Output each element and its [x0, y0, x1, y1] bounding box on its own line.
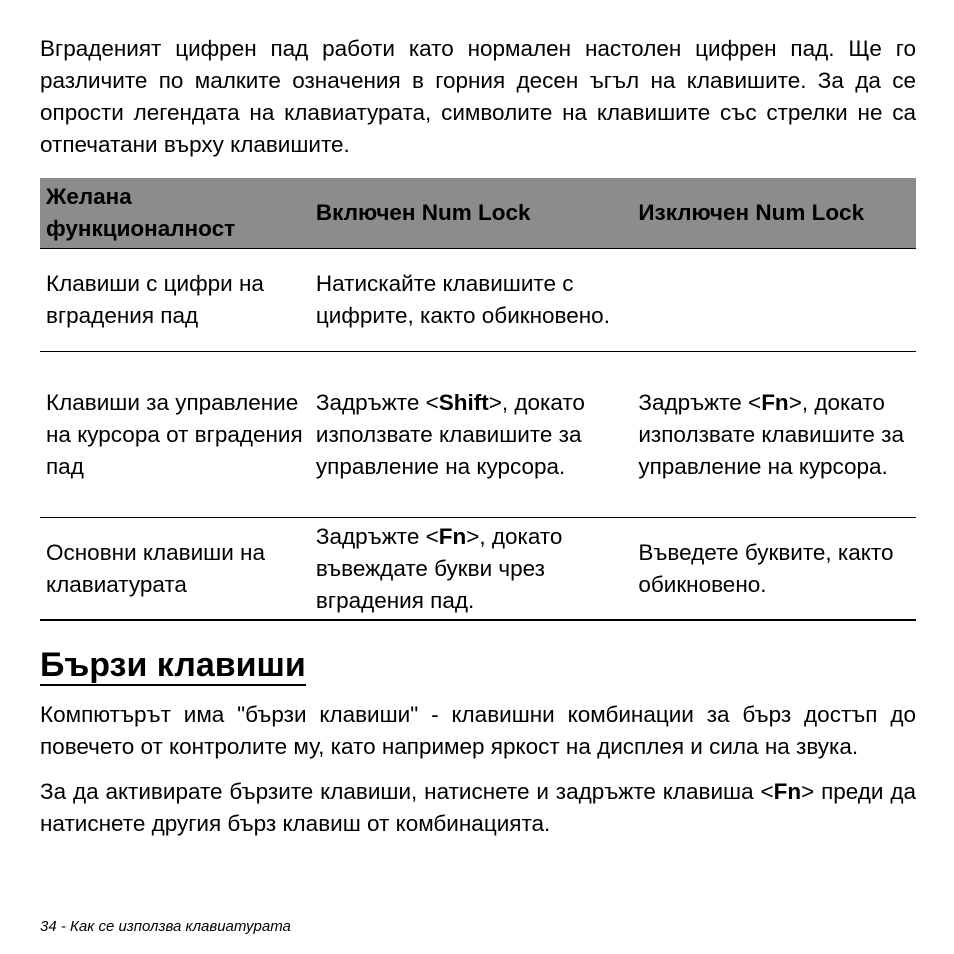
cell-text-pre: Задръжте <	[638, 389, 762, 415]
cell-num-lock-on	[310, 518, 632, 621]
cell-num-lock-off	[632, 352, 916, 518]
cell-key: Fn	[438, 523, 467, 549]
cell-num-lock-on	[310, 352, 632, 518]
hotkeys-paragraph: Компютърът има "бързи клавиши" - клавишни комбинации за бърз достъп до повечето от контролите му, като например яркост на дисплея и сила на звука.	[40, 702, 916, 759]
table-row	[40, 518, 916, 621]
cell-num-lock-on	[310, 249, 632, 352]
section-title: Бързи клавиши	[40, 646, 306, 684]
numpad-table	[40, 178, 916, 621]
table-row	[40, 249, 916, 352]
paragraph-text-pre: За да активирате бързите клавиши, натиснете и задръжте клавиша <	[40, 779, 774, 804]
header-num-lock-on: Включен Num Lock	[310, 178, 632, 249]
cell-key: Shift	[438, 389, 489, 415]
cell-text-post: >, докато използвате клавишите за управление на курсора.	[315, 389, 585, 479]
table-header-row	[40, 178, 916, 249]
header-feature: Желана функционалност	[40, 178, 310, 249]
cell-text-post: >, докато използвате клавишите за управление на курсора.	[638, 389, 904, 479]
page-footer: 34 - Как се използва клавиатурата	[40, 918, 291, 935]
cell-key: Fn	[761, 389, 789, 415]
cell-feature: Клавиши с цифри на вградения пад	[40, 249, 310, 352]
cell-text-pre: Задръжте <	[315, 523, 439, 549]
key-name: Fn	[773, 779, 802, 804]
cell-text-pre: Натискайте клавишите с цифрите, както обикновено.	[315, 271, 610, 328]
intro-paragraph: Вграденият цифрен пад работи като нормален настолен цифрен пад. Ще го различите по малките означения в горния десен ъгъл на клавишите. За да се опрости легендата на клавиатурата, символите на клавишите със стрелки не са отпечатани върху клавишите.	[40, 36, 916, 157]
activate-paragraph	[40, 776, 916, 840]
cell-num-lock-off	[632, 518, 916, 621]
page-content	[40, 33, 916, 840]
cell-num-lock-off	[632, 249, 916, 352]
header-num-lock-off: Изключен Num Lock	[632, 178, 916, 249]
section-heading	[40, 645, 916, 685]
cell-text-pre: Въведете буквите, както обикновено.	[638, 539, 894, 597]
table-row	[40, 352, 916, 518]
cell-feature: Основни клавиши на клавиатурата	[40, 518, 310, 621]
paragraph-text-post: > преди да натиснете другия бърз клавиш от комбинацията.	[40, 779, 916, 836]
cell-feature: Клавиши за управление на курсора от вградения пад	[40, 352, 310, 518]
cell-text-post: >, докато въвеждате букви чрез вградения пад.	[315, 523, 563, 613]
cell-text-pre: Задръжте <	[315, 389, 439, 415]
